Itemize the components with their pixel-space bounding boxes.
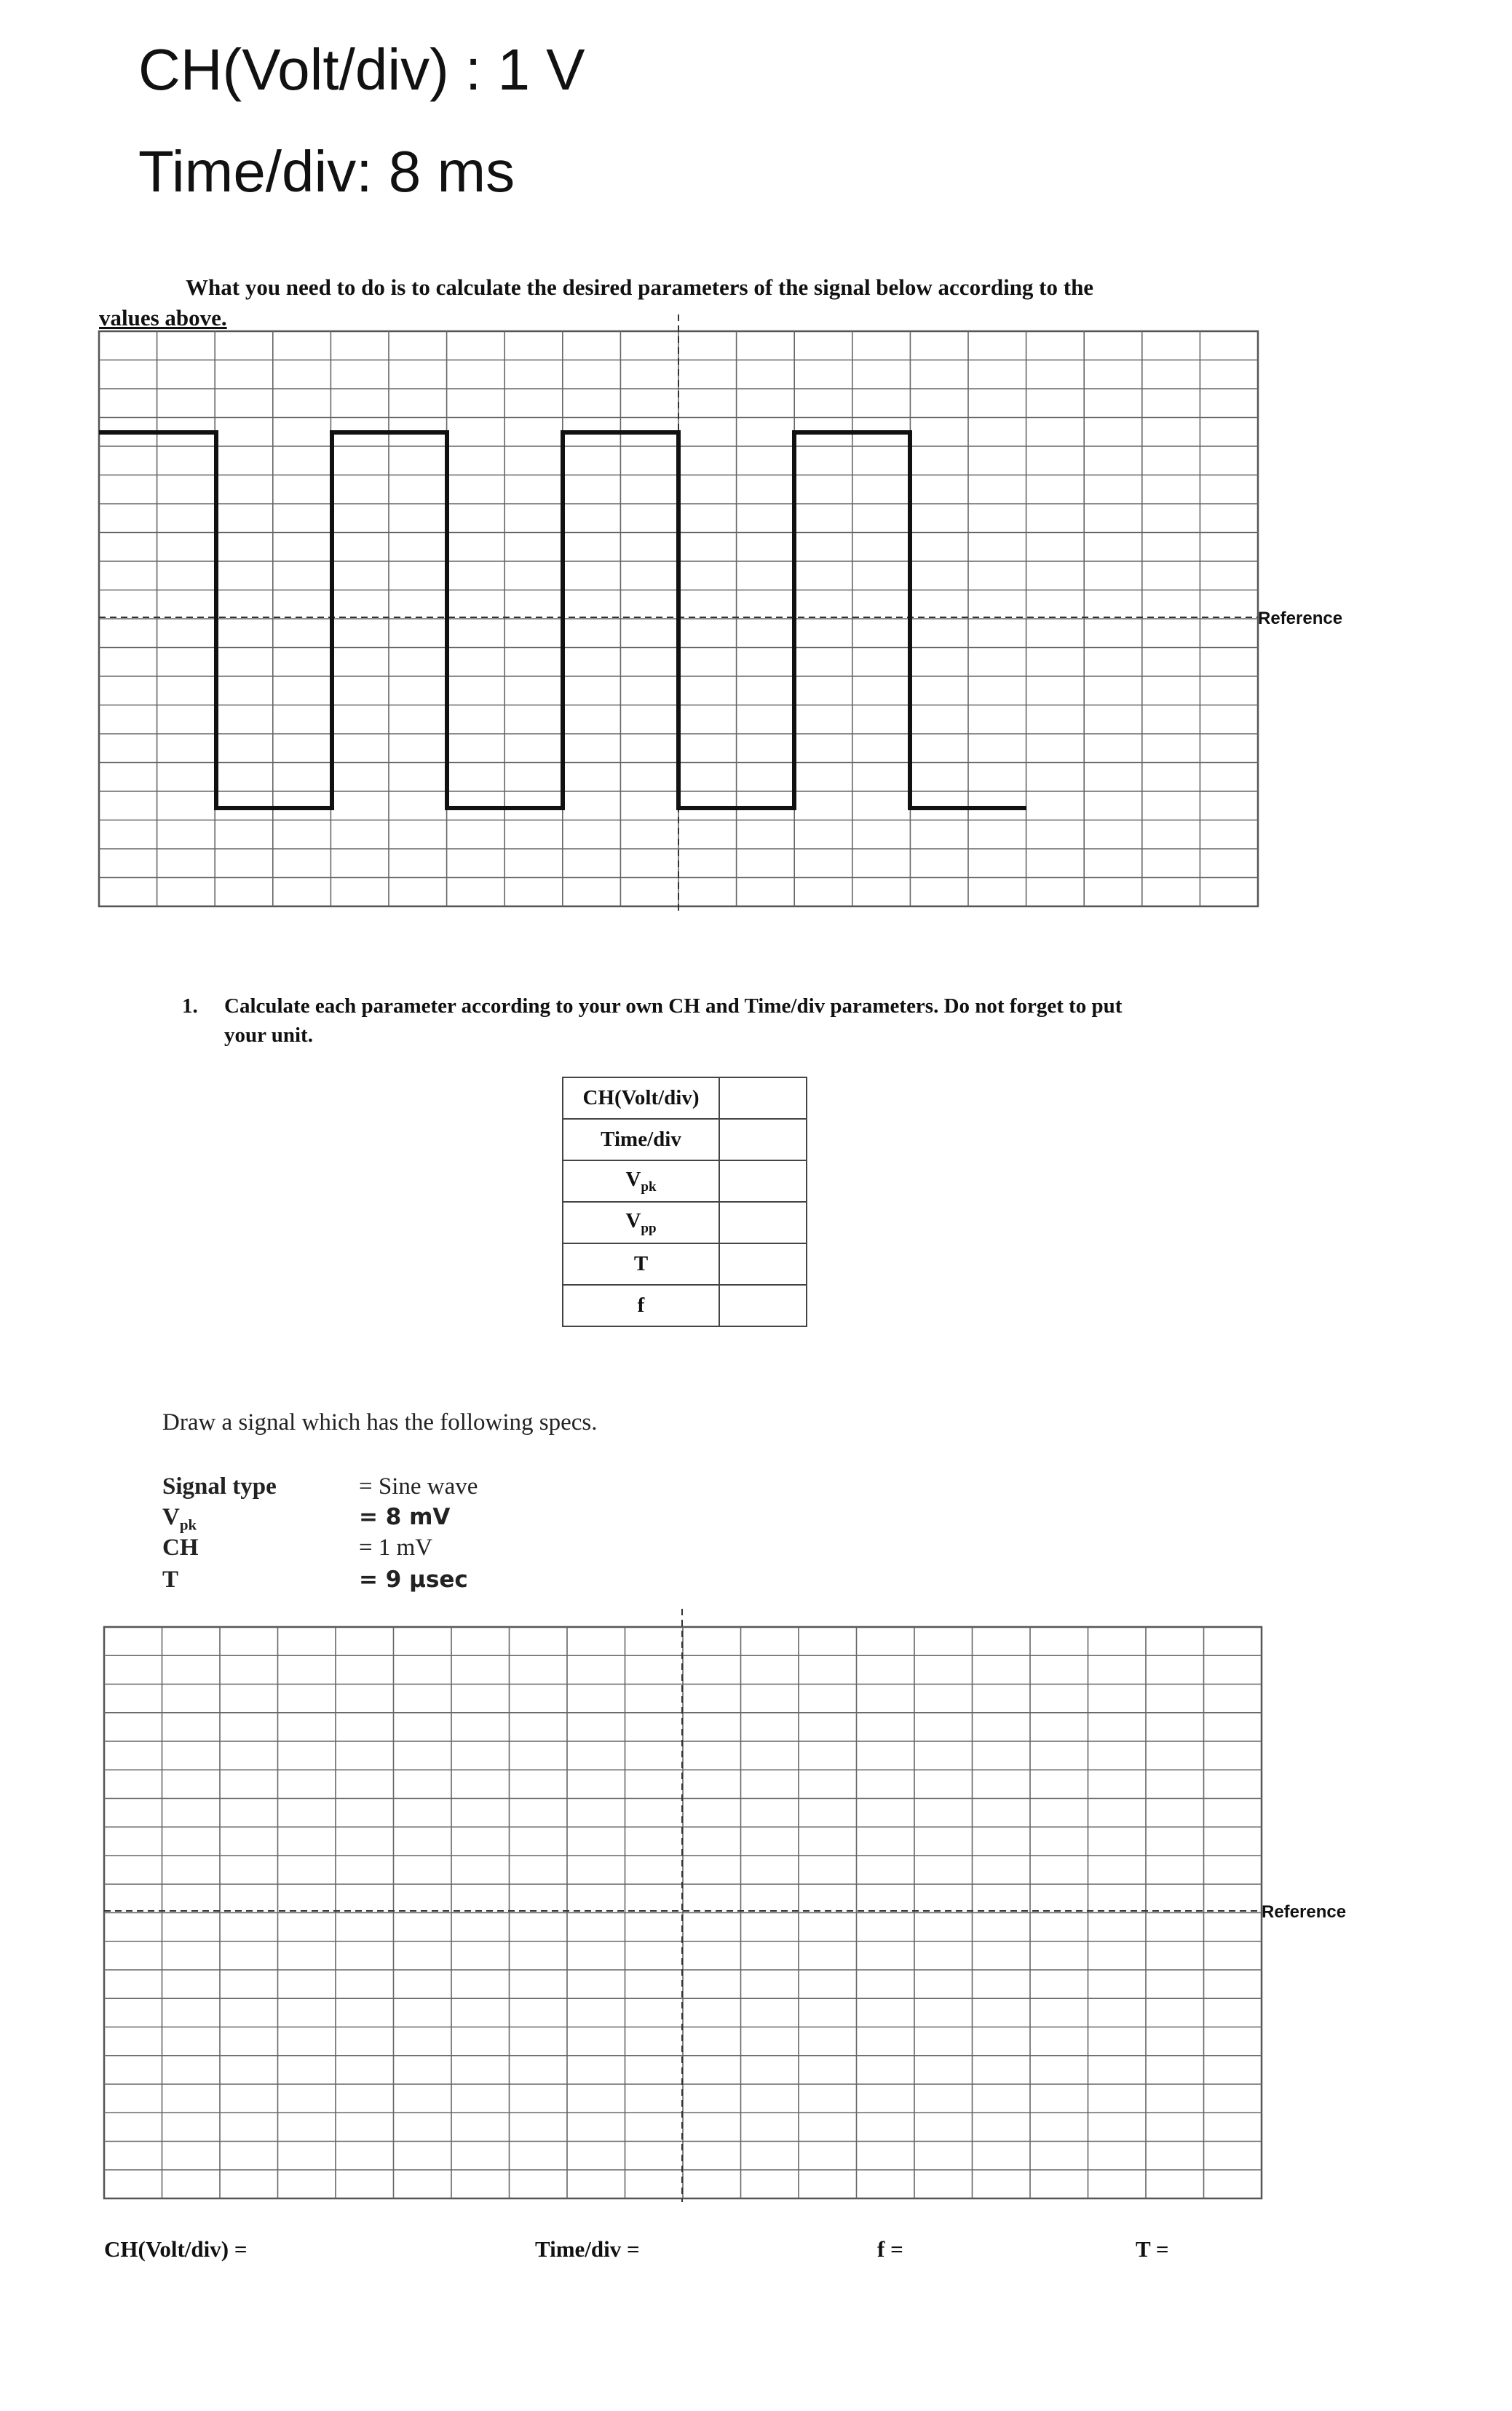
spec-value-signal-type: = Sine wave xyxy=(359,1473,478,1500)
oscilloscope-grid-1 xyxy=(0,0,1512,946)
instruction-line-1: What you need to do is to calculate the desired parameters of the signal below according to the xyxy=(186,274,1094,300)
answer-cell[interactable] xyxy=(719,1285,807,1326)
answer-cell[interactable] xyxy=(719,1119,807,1160)
row-label: Time/div xyxy=(563,1119,719,1160)
table-row xyxy=(563,1160,807,1202)
question-line-2: your unit. xyxy=(224,1024,313,1047)
question-number: 1. xyxy=(182,994,198,1018)
spec-label-ch: CH xyxy=(162,1535,199,1561)
reference-label-1: Reference xyxy=(1258,609,1343,628)
spec-label-vpk: $V_{pk}$ xyxy=(162,1504,197,1534)
table-row xyxy=(563,1243,807,1285)
answer-cell[interactable] xyxy=(719,1202,807,1243)
table-row xyxy=(563,1077,807,1119)
answer-cell[interactable] xyxy=(719,1243,807,1285)
table-row xyxy=(563,1119,807,1160)
footer-period-field[interactable]: T = xyxy=(1136,2236,1169,2262)
time-setting-heading: Time/div: 8 ms xyxy=(138,139,515,204)
table-row xyxy=(563,1202,807,1243)
square-wave-signal xyxy=(99,432,1026,808)
question-line-1: Calculate each parameter according to your own CH and Time/div parameters. Do not forget to put xyxy=(224,994,1123,1018)
reference-label-2: Reference xyxy=(1262,1902,1347,1922)
spec-label-signal-type: Signal type xyxy=(162,1473,277,1500)
spec-label-period: T xyxy=(162,1567,179,1593)
footer-time-field[interactable]: Time/div = xyxy=(535,2236,640,2262)
spec-value-ch: = 1 mV xyxy=(359,1535,433,1561)
row-label: f xyxy=(563,1285,719,1326)
row-label: T xyxy=(563,1243,719,1285)
answer-cell[interactable] xyxy=(719,1077,807,1119)
footer-frequency-field[interactable]: f = xyxy=(877,2236,903,2262)
row-label: CH(Volt/div) xyxy=(563,1077,719,1119)
table-row xyxy=(563,1285,807,1326)
ch-setting-heading: CH(Volt/div) : 1 V xyxy=(138,37,585,102)
row-label: $V_{pk}$ xyxy=(563,1160,719,1202)
parameters-table xyxy=(562,1077,807,1327)
spec-value-vpk: = 8 mV xyxy=(359,1504,451,1530)
instruction-line-2: values above. xyxy=(99,305,227,330)
footer-ch-field[interactable]: CH(Volt/div) = xyxy=(104,2236,248,2262)
answer-cell[interactable] xyxy=(719,1160,807,1202)
row-label: $V_{pp}$ xyxy=(563,1202,719,1243)
draw-task-title: Draw a signal which has the following specs. xyxy=(162,1409,598,1436)
spec-value-period: = 9 μsec xyxy=(359,1567,468,1593)
